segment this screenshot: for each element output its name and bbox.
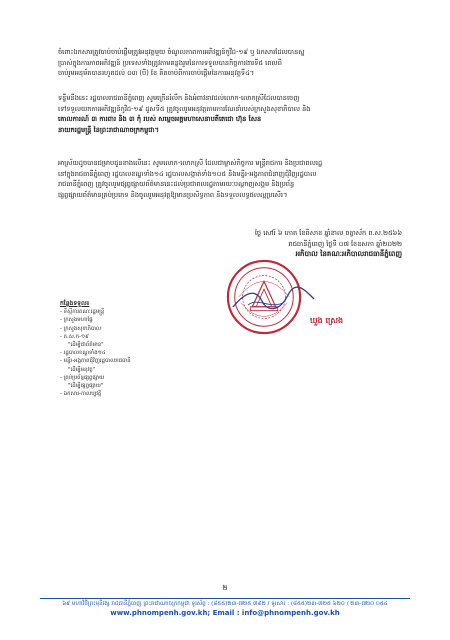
text-line: ចំពោះឯកសារត្រូវបាប់ចាប់ផ្ដើមត្រូវអនុវត្តមួយ ចំណូលភាពការអភិវឌ្ឍន៍កូវីដ-១៩ ឬ ឯកសារដែលបានស្ន: [58, 48, 305, 56]
paragraph-call-to-action: [58, 158, 408, 200]
cc-purpose: "ដើម្បីអនុវត្ត": [68, 366, 96, 373]
page-number: ២: [222, 584, 228, 592]
text-line: អាស្រ័យដូចបានជម្រាបជូនខាងលើនេះ សូមលោក-លោកស្រី ដែលជាម្ចាស់កិច្ចការ មន្ត្រីរាជការ និងប្រជាពលរដ្ឋ: [58, 159, 323, 167]
signer-name: ឃួង ស្រេង: [310, 316, 344, 325]
text-line: ប្រាស់ក្នុងការភាពអភិវឌ្ឍន៍ ប្រទេសទាំងត្រូវតាមគន្លងរួមនៃការទទួលបានកិច្ចការងារទី៥ ពេលពី: [58, 58, 282, 67]
cc-item: - គ្រប់ប្រព័ន្ធផ្សព្វផ្សាយ: [60, 374, 105, 381]
cc-item: - ឯកសារ-កាលប្បវត្តិ: [60, 391, 102, 398]
text-line: នាយករដ្ឋមន្ត្រី នៃព្រះរាជាណាចក្រកម្ពុជា។: [58, 125, 159, 134]
cc-item: - រដ្ឋបាលខណ្ឌទាំង១៤: [60, 350, 106, 357]
footer: [20, 600, 430, 618]
text-line: ផ្សព្វផ្សាយព័ត៌មានគ្រប់ប្រភេទ និងចូលរួមអនុវត្តឱ្យមានប្រសិទ្ធភាព និងទទួលលទ្ធផលល្អប្រសើរ។: [58, 190, 288, 199]
cc-title: កន្លែងទទួល៖: [60, 300, 90, 307]
text-line: គោលការណ៍ ៣ ការពារ និង ៣ កុំ របស់ សម្ដេចអគ្គមហាសេនាបតីតេជោ ហ៊ុន សែន: [58, 115, 262, 124]
text-line: ទៅទទួលយកការអភិវឌ្ឍន៍កូវីដ-១៩ ដូសទី៥ ត្រូវចូលរួមអនុវត្តតាមការណែនាំរបស់ក្រសួងសុខាភិបាល និង: [58, 104, 311, 113]
cc-item: - មន្ទីរ-អង្គភាពជុំវិញរដ្ឋបាលរាជធានី: [60, 358, 131, 365]
paragraph-vaccination-validity: [58, 47, 408, 79]
cc-item: - ទីស្ដីការគណៈរដ្ឋមន្ត្រី: [60, 309, 105, 316]
solar-date: រាជធានីភ្នំពេញ ថ្ងៃទី ០៧ ខែឧសភា ឆ្នាំ២០២២: [288, 239, 402, 248]
signer-title: អភិបាល នៃគណៈអភិបាលរាជធានីភ្នំពេញ: [295, 250, 402, 258]
footer-website[interactable]: www.phnompenh.gov.kh; Email : info@phnompenh.gov.kh: [110, 609, 340, 617]
text-line: ចាប់រួមអនុម័តបានរហូតដល់ ០៣ (បី) ខែ គិតចាប់ពីការចាប់ផ្ដើមនៃការអនុវត្តទី៤។: [58, 69, 255, 78]
cc-list: [60, 300, 180, 398]
text-line: នៅក្នុងរាជធានីភ្នំពេញ រដ្ឋបាលខណ្ឌទាំង១៤ រដ្ឋបាលសង្កាត់ទាំង១០៥ និងមន្ទីរ-អង្គភាពជំនាញជុំវិញរដ្ឋបាល: [58, 169, 317, 178]
date-signature-block: [255, 228, 402, 260]
footer-divider: [40, 598, 410, 599]
footer-address: ៦៩ មហាវិថីព្រះមុនីវង្ស រាជធានីភ្នំពេញ ព្រះរាជាណាចក្រកម្ពុជា ទូរស័ព្ទ : (៨៥៥)២៣-៧២៥ ៧៩២ / ទូរសារ : (៨៥៥)២៣-៧២៥ ៦២០ / ២៣-៧២០ ០៥៤: [62, 601, 388, 607]
text-line: ទន្ទឹមនឹងនេះ រដ្ឋបាលរាជធានីភ្នំពេញ សូមក្រើនរំលឹក និងអំពាវនាវដល់លោក-លោកស្រីដែលបានចេញ: [58, 94, 300, 102]
cc-item: - ក្រសួងសុខាភិបាល: [60, 325, 102, 332]
cc-item: - គ.ស.ក-១៩: [60, 333, 89, 340]
cc-item: - ក្រសួងមហាផ្ទៃ: [60, 317, 93, 324]
lunar-date: ថ្ងៃ សៅរ៍ ៦ កោត ខែពិសាខ ឆ្នាំខាល ចត្វាស័ក ព.ស.២៥៦៦: [254, 229, 402, 237]
cc-purpose: "ដើម្បីជាព័ត៌មាន": [68, 342, 104, 349]
cc-purpose: "ដើម្បីផ្សព្វផ្សាយ": [68, 383, 104, 390]
paragraph-reminder: [58, 93, 408, 135]
handwritten-signature-icon: [228, 285, 318, 315]
text-line: រាជធានីភ្នំពេញ ត្រូវចូលរួមផ្សព្វផ្សាយព័ត៌មាននេះដល់ប្រជាពលរដ្ឋតាមរយៈបណ្ដាញសង្គម និងប្រព័ន្ធ: [58, 180, 295, 189]
